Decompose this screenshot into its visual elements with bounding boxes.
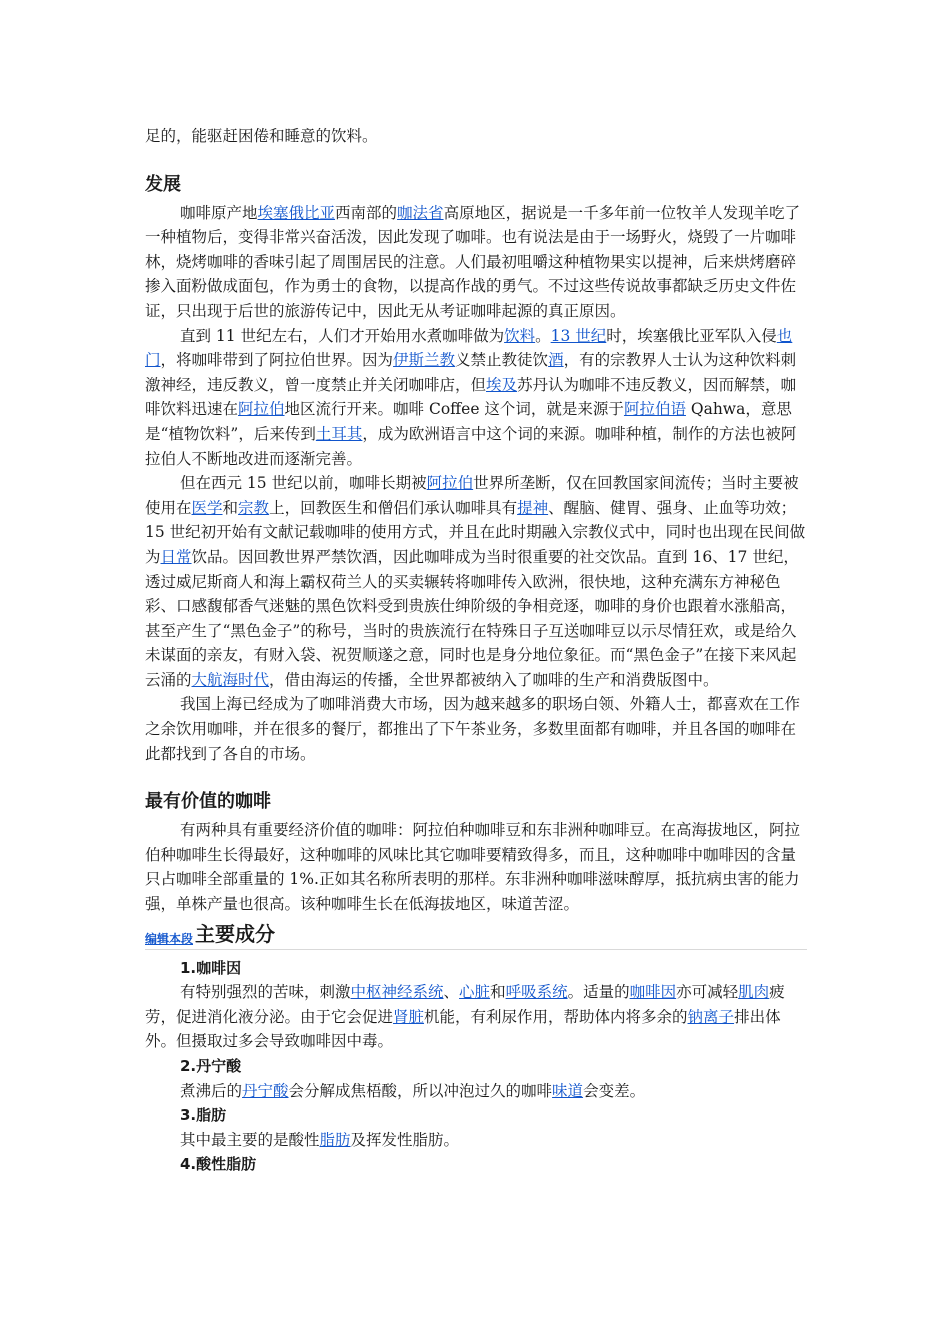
link-central-nervous-system[interactable]: 中枢神经系统	[350, 983, 444, 1002]
link-kidney[interactable]: 肾脏	[393, 1007, 425, 1026]
text-run: 直到 11 世纪左右，人们才开始用水煮咖啡做为	[180, 326, 505, 345]
text-run: 和	[490, 983, 506, 1002]
text-run: ，将咖啡带到了阿拉伯世界。因为	[160, 351, 394, 370]
text-run: 及挥发性脂肪。	[350, 1130, 460, 1149]
text-run: ，有的宗教界人士认为这种饮料刺激神经，违反教义，曾一度禁止并关闭咖啡店，但	[145, 351, 797, 394]
link-daily[interactable]: 日常	[160, 547, 192, 566]
text-run: 排出体外。但摄取过多会导致咖啡因中毒。	[145, 1007, 781, 1051]
section-title-components: 主要成分	[195, 921, 276, 946]
section-title-development: 发展	[145, 173, 181, 195]
link-arabia[interactable]: 阿拉伯	[238, 400, 285, 419]
component-text-caffeine	[145, 980, 807, 1054]
link-caffeine[interactable]: 咖啡因	[629, 983, 677, 1002]
text-run: 、醒脑、健胃、强身、止血等功效；15 世纪初开始有文献记载咖啡的使用方式，并且在此时期融入宗教仪式中，同时也出现在民间做为	[145, 498, 806, 566]
document-content	[145, 124, 807, 1177]
section-title-valuable-coffee: 最有价值的咖啡	[145, 791, 271, 813]
link-refresh[interactable]: 提神	[517, 498, 549, 517]
component-text-fat	[145, 1128, 807, 1153]
text-run: 但在西元 15 世纪以前，咖啡长期被	[180, 474, 427, 493]
component-text-tannic-acid	[145, 1079, 807, 1104]
link-ethiopia[interactable]: 埃塞俄比亚	[257, 203, 336, 222]
text-run: 高原地区，据说是一千多年前一位牧羊人发现羊吃了一种植物后，变得非常兴奋活泼，因此发现了咖啡。也有说法是由于一场野火，烧毁了一片咖啡林，烧烤咖啡的香味引起了周围居民的注意。人们最初咀嚼这种植物果实以提神，后来烘烤磨碎掺入面粉做成面包，作为勇士的食物，以提高作战的勇气。不过这些传说故事都缺乏历史文件佐证，只出现于后世的旅游传记中，因此无从考证咖啡起源的真正原因。	[145, 203, 801, 320]
component-heading-acidic-fat: 4.酸性脂肪	[180, 1155, 257, 1174]
link-yemen[interactable]: 也门	[145, 326, 793, 370]
link-tannic-acid[interactable]: 丹宁酸	[242, 1081, 289, 1100]
link-islam[interactable]: 伊斯兰教	[393, 351, 456, 370]
development-paragraph-3	[145, 471, 807, 692]
link-wine[interactable]: 酒	[548, 351, 564, 370]
link-heart[interactable]: 心脏	[459, 983, 491, 1002]
link-13th-century[interactable]: 13 世纪	[550, 326, 607, 345]
link-age-of-discovery[interactable]: 大航海时代	[191, 670, 270, 689]
link-kaffa[interactable]: 咖法省	[397, 203, 444, 222]
link-arabic-language[interactable]: 阿拉伯语	[623, 400, 686, 419]
text-run: 义禁止教徒饮	[455, 351, 549, 370]
text-run: 煮沸后的	[180, 1081, 243, 1100]
text-run: 西南部的	[335, 203, 398, 222]
text-run: 地区流行开来。咖啡 Coffee 这个词，就是来源于	[284, 400, 624, 419]
link-taste[interactable]: 味道	[552, 1081, 584, 1100]
text-run: 亦可减轻	[676, 983, 739, 1002]
link-egypt[interactable]: 埃及	[486, 375, 518, 394]
valuable-coffee-paragraph: 有两种具有重要经济价值的咖啡：阿拉伯种咖啡豆和东非洲种咖啡豆。在高海拔地区，阿拉伯种咖啡生长得最好，这种咖啡的风味比其它咖啡要精致得多，而且，这种咖啡中咖啡因的含量只占咖啡全部重量的 1%.正如其名称所表明的那样。东非洲种咖啡滋味醇厚，抵抗病虫害的能力强，单株产量也很高。该种咖啡生长在低海拔地区，味道苦涩。	[145, 821, 801, 914]
text-run: 其中最主要的是酸性	[180, 1130, 320, 1149]
text-run: 时，埃塞俄比亚军队入侵	[606, 326, 777, 345]
link-sodium-ion[interactable]: 钠离子	[687, 1007, 735, 1026]
development-paragraph-1	[145, 201, 807, 324]
link-turkey[interactable]: 土耳其	[315, 424, 363, 443]
development-paragraph-4: 我国上海已经成为了咖啡消费大市场，因为越来越多的职场白领、外籍人士，都喜欢在工作之余饮用咖啡，并在很多的餐厅，都推出了下午茶业务，多数里面都有咖啡，并且各国的咖啡在此都找到了各自的市场。	[145, 695, 801, 763]
text-run: Qahwa，意思是“植物饮料”，后来传到	[145, 400, 792, 443]
text-run: 机能，有利尿作用，帮助体内将多余的	[424, 1007, 688, 1026]
text-run: 咖啡原产地	[180, 203, 258, 222]
intro-tail-paragraph: 足的，能驱赶困倦和睡意的饮料。	[145, 127, 378, 145]
development-paragraph-2	[145, 324, 807, 472]
text-run: 饮品。因回教世界严禁饮酒，因此咖啡成为当时很重要的社交饮品。直到 16、17 世纪，透过威尼斯商人和海上霸权荷兰人的买卖辗转将咖啡传入欧洲，很快地，这种充满东方神秘色彩、口感馥郁香气迷魅的黑色饮料受到贵族仕绅阶级的争相竞逐，咖啡的身价也跟着水涨船高，甚至产生了“黑色金子”的称号，当时的贵族流行在特殊日子互送咖啡豆以示尽情狂欢，或是给久未谋面的亲友，有财入袋、祝贺顺遂之意，同时也是身分地位象征。而“黑色金子”在接下来风起云涌的	[145, 547, 799, 689]
link-respiratory-system[interactable]: 呼吸系统	[505, 983, 568, 1002]
text-run: 。	[535, 326, 551, 345]
text-run: 有特别强烈的苦味，刺激	[180, 983, 351, 1002]
text-run: 世界所垄断，仅在回教国家间流传；当时主要被使用在	[145, 474, 799, 517]
link-medicine[interactable]: 医学	[191, 498, 223, 517]
component-heading-fat: 3.脂肪	[180, 1106, 227, 1125]
text-run: 疲劳，促进消化液分泌。由于它会促进	[145, 983, 785, 1026]
text-run: ，成为欧洲语言中这个词的来源。咖啡种植，制作的方法也被阿拉伯人不断地改进而逐渐完善。	[145, 424, 797, 468]
text-run: 、	[443, 983, 460, 1002]
text-run: 上，回教医生和僧侣们承认咖啡具有	[269, 498, 518, 517]
link-fat[interactable]: 脂肪	[319, 1130, 351, 1149]
component-heading-tannic-acid: 2.丹宁酸	[180, 1057, 242, 1075]
link-muscle[interactable]: 肌肉	[738, 983, 770, 1002]
text-run: ，借由海运的传播，全世界都被纳入了咖啡的生产和消费版图中。	[269, 670, 719, 689]
component-heading-caffeine: 1.咖啡因	[180, 958, 242, 977]
link-arabia-2[interactable]: 阿拉伯	[426, 474, 474, 493]
edit-section-link[interactable]: 编辑本段	[145, 931, 194, 946]
text-run: 会分解成焦梧酸，所以冲泡过久的咖啡	[288, 1081, 553, 1100]
text-run: 会变差。	[583, 1081, 646, 1100]
text-run: 。适量的	[567, 983, 630, 1002]
link-religion[interactable]: 宗教	[238, 498, 270, 517]
section-header-components	[145, 921, 807, 950]
text-run: 和	[222, 498, 239, 517]
link-beverage[interactable]: 饮料	[504, 326, 536, 345]
text-run: 苏丹认为咖啡不违反教义，因而解禁，咖啡饮料迅速在	[145, 375, 797, 419]
